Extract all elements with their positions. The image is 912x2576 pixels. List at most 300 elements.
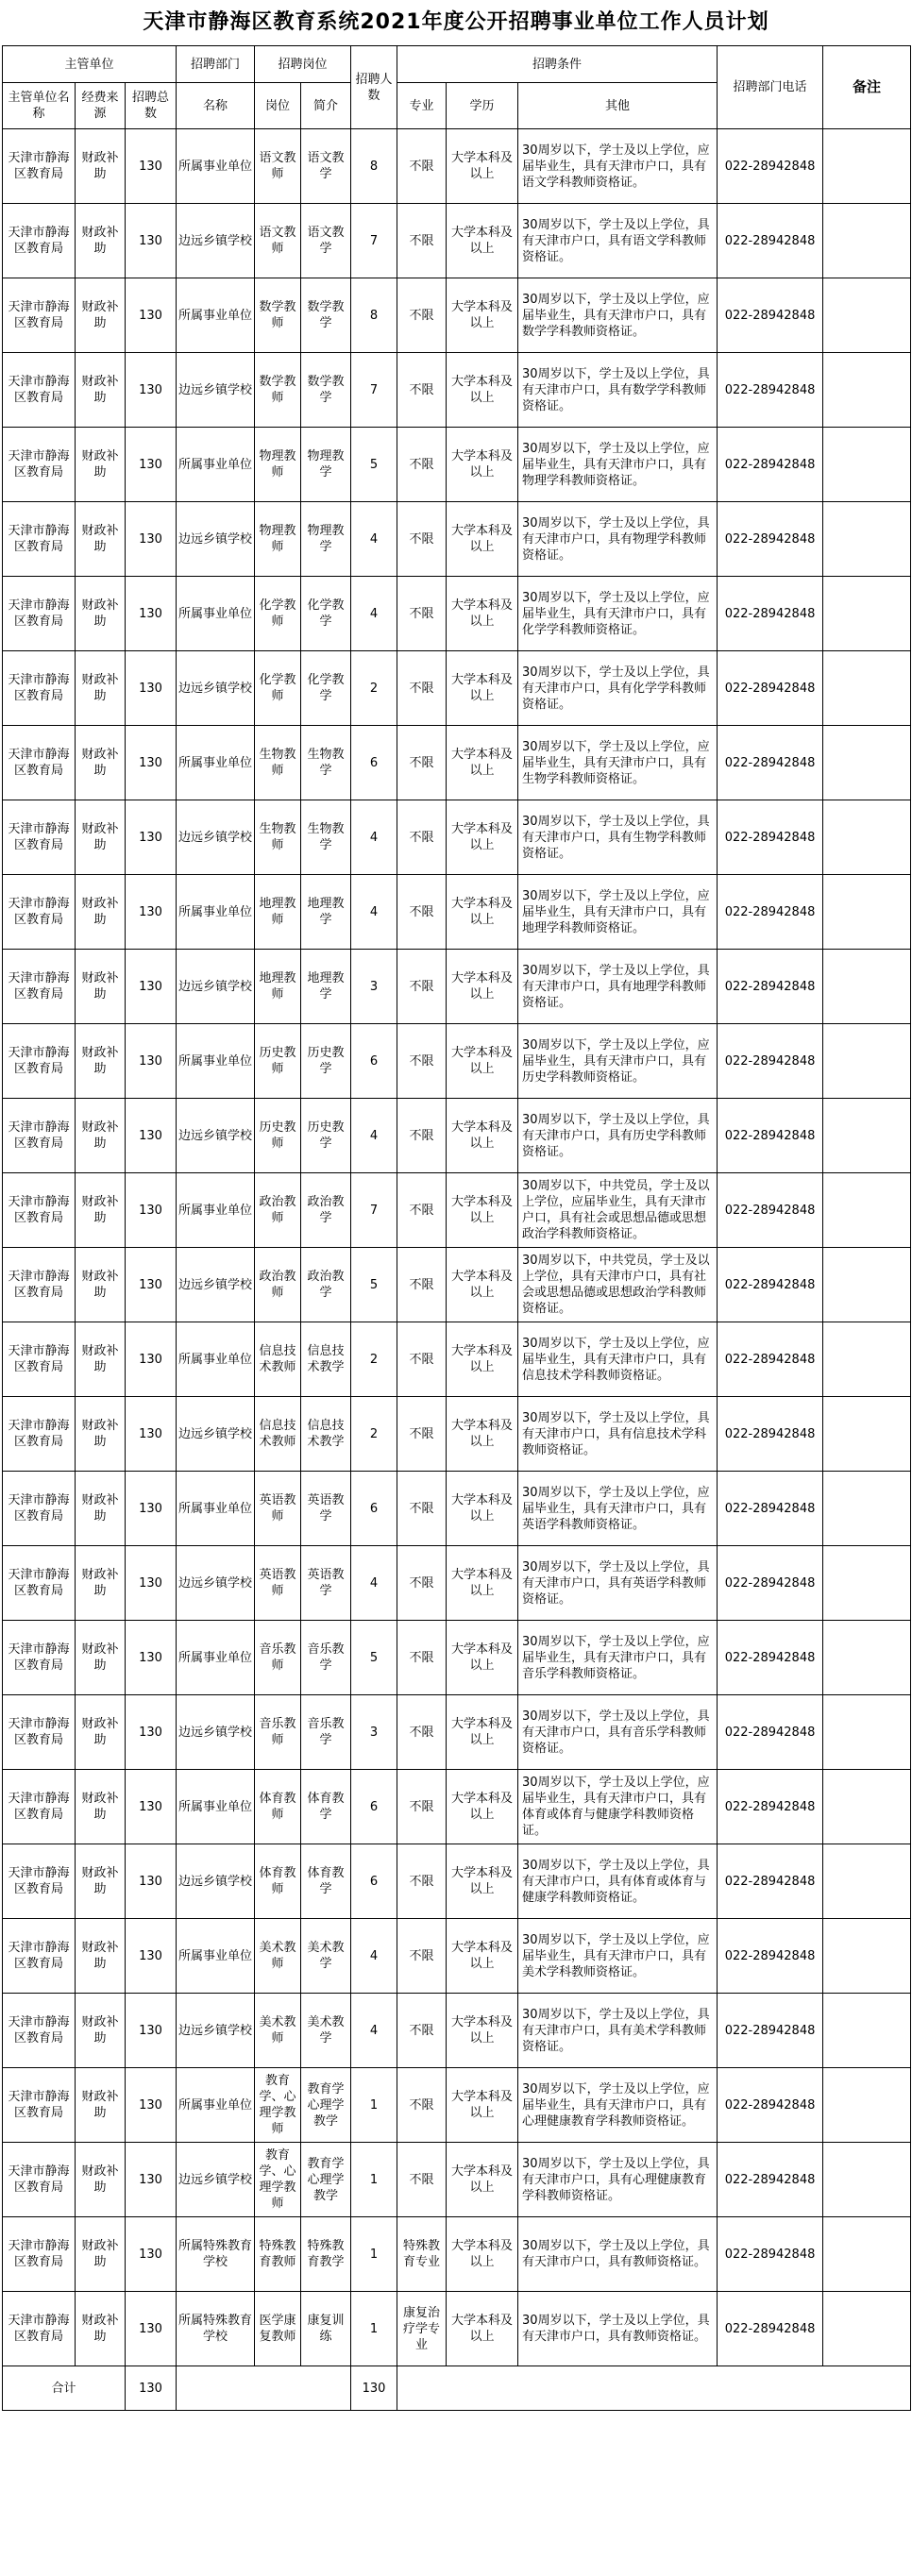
count-cell: 8 xyxy=(351,278,397,353)
funding-cell: 财政补助 xyxy=(76,651,126,726)
major-cell: 不限 xyxy=(397,2143,447,2217)
edu-cell: 大学本科及以上 xyxy=(447,1472,518,1546)
dept-cell: 边远乡镇学校 xyxy=(177,950,255,1024)
count-cell: 7 xyxy=(351,1173,397,1248)
major-cell: 不限 xyxy=(397,2068,447,2143)
unit-name-cell: 天津市静海区教育局 xyxy=(3,1397,76,1472)
conditions-cell: 30周岁以下，学士及以上学位，应届毕业生，具有天津市户口，具有数学学科教师资格证。 xyxy=(518,278,718,353)
brief-cell: 信息技术教学 xyxy=(301,1397,351,1472)
table-row xyxy=(3,1546,911,1621)
edu-cell: 大学本科及以上 xyxy=(447,651,518,726)
post-cell: 语文教师 xyxy=(255,129,301,204)
header-group-cond: 招聘条件 xyxy=(397,46,718,83)
edu-cell: 大学本科及以上 xyxy=(447,1919,518,1994)
funding-cell: 财政补助 xyxy=(76,428,126,502)
brief-cell: 政治教学 xyxy=(301,1173,351,1248)
edu-cell: 大学本科及以上 xyxy=(447,2068,518,2143)
remark-cell xyxy=(823,651,911,726)
unit-name-cell: 天津市静海区教育局 xyxy=(3,950,76,1024)
major-cell: 不限 xyxy=(397,1770,447,1844)
remark-cell xyxy=(823,1844,911,1919)
edu-cell: 大学本科及以上 xyxy=(447,2217,518,2292)
count-cell: 2 xyxy=(351,1397,397,1472)
major-cell: 不限 xyxy=(397,950,447,1024)
post-cell: 美术教师 xyxy=(255,1994,301,2068)
total-cell: 130 xyxy=(126,950,177,1024)
post-cell: 教育学、心理学教师 xyxy=(255,2143,301,2217)
total-cell: 130 xyxy=(126,1546,177,1621)
recruitment-table xyxy=(2,45,911,2411)
remark-cell xyxy=(823,800,911,875)
total-cell: 130 xyxy=(126,1919,177,1994)
post-cell: 信息技术教师 xyxy=(255,1322,301,1397)
dept-cell: 边远乡镇学校 xyxy=(177,1695,255,1770)
post-cell: 生物教师 xyxy=(255,726,301,800)
total-cell: 130 xyxy=(126,726,177,800)
funding-cell: 财政补助 xyxy=(76,1173,126,1248)
conditions-cell: 30周岁以下，学士及以上学位，具有天津市户口，具有音乐学科教师资格证。 xyxy=(518,1695,718,1770)
phone-cell: 022-28942848 xyxy=(718,1695,823,1770)
phone-cell: 022-28942848 xyxy=(718,428,823,502)
dept-cell: 所属事业单位 xyxy=(177,1173,255,1248)
total-cell: 130 xyxy=(126,2143,177,2217)
brief-cell: 美术教学 xyxy=(301,1919,351,1994)
table-row xyxy=(3,1248,911,1322)
brief-cell: 物理教学 xyxy=(301,428,351,502)
conditions-cell: 30周岁以下，学士及以上学位，应届毕业生，具有天津市户口，具有物理学科教师资格证。 xyxy=(518,428,718,502)
post-cell: 特殊教育教师 xyxy=(255,2217,301,2292)
dept-cell: 边远乡镇学校 xyxy=(177,1397,255,1472)
post-cell: 历史教师 xyxy=(255,1099,301,1173)
header-brief: 简介 xyxy=(301,83,351,129)
header-edu: 学历 xyxy=(447,83,518,129)
dept-cell: 所属事业单位 xyxy=(177,1322,255,1397)
funding-cell: 财政补助 xyxy=(76,502,126,577)
brief-cell: 教育学心理学教学 xyxy=(301,2068,351,2143)
unit-name-cell: 天津市静海区教育局 xyxy=(3,1024,76,1099)
remark-cell xyxy=(823,2143,911,2217)
major-cell: 不限 xyxy=(397,502,447,577)
dept-cell: 所属事业单位 xyxy=(177,577,255,651)
table-row xyxy=(3,428,911,502)
edu-cell: 大学本科及以上 xyxy=(447,2292,518,2366)
funding-cell: 财政补助 xyxy=(76,1322,126,1397)
phone-cell: 022-28942848 xyxy=(718,1472,823,1546)
phone-cell: 022-28942848 xyxy=(718,1844,823,1919)
remark-cell xyxy=(823,1472,911,1546)
post-cell: 化学教师 xyxy=(255,651,301,726)
major-cell: 不限 xyxy=(397,1024,447,1099)
total-cell: 130 xyxy=(126,204,177,278)
count-cell: 4 xyxy=(351,1919,397,1994)
dept-cell: 边远乡镇学校 xyxy=(177,651,255,726)
major-cell: 不限 xyxy=(397,1248,447,1322)
dept-cell: 所属事业单位 xyxy=(177,1919,255,1994)
brief-cell: 康复训练 xyxy=(301,2292,351,2366)
edu-cell: 大学本科及以上 xyxy=(447,1844,518,1919)
remark-cell xyxy=(823,502,911,577)
unit-name-cell: 天津市静海区教育局 xyxy=(3,1621,76,1695)
conditions-cell: 30周岁以下，学士及以上学位，应届毕业生，具有天津市户口，具有音乐学科教师资格证。 xyxy=(518,1621,718,1695)
major-cell: 不限 xyxy=(397,129,447,204)
unit-name-cell: 天津市静海区教育局 xyxy=(3,1546,76,1621)
table-row xyxy=(3,1770,911,1844)
count-cell: 4 xyxy=(351,875,397,950)
remark-cell xyxy=(823,1621,911,1695)
table-row xyxy=(3,726,911,800)
remark-cell xyxy=(823,577,911,651)
table-row xyxy=(3,1844,911,1919)
major-cell: 不限 xyxy=(397,1397,447,1472)
table-row xyxy=(3,651,911,726)
total-hires-cell: 130 xyxy=(351,2366,397,2411)
brief-cell: 物理教学 xyxy=(301,502,351,577)
unit-name-cell: 天津市静海区教育局 xyxy=(3,1248,76,1322)
unit-name-cell: 天津市静海区教育局 xyxy=(3,204,76,278)
edu-cell: 大学本科及以上 xyxy=(447,1621,518,1695)
table-row xyxy=(3,1173,911,1248)
funding-cell: 财政补助 xyxy=(76,1844,126,1919)
count-cell: 6 xyxy=(351,1024,397,1099)
brief-cell: 美术教学 xyxy=(301,1994,351,2068)
total-cell: 130 xyxy=(126,2068,177,2143)
table-row xyxy=(3,1695,911,1770)
conditions-cell: 30周岁以下，学士及以上学位，具有天津市户口，具有历史学科教师资格证。 xyxy=(518,1099,718,1173)
unit-name-cell: 天津市静海区教育局 xyxy=(3,577,76,651)
funding-cell: 财政补助 xyxy=(76,800,126,875)
table-row xyxy=(3,204,911,278)
header-row-1 xyxy=(3,46,911,83)
conditions-cell: 30周岁以下，学士及以上学位，具有天津市户口，具有语文学科教师资格证。 xyxy=(518,204,718,278)
header-major: 专业 xyxy=(397,83,447,129)
phone-cell: 022-28942848 xyxy=(718,2068,823,2143)
table-row xyxy=(3,1472,911,1546)
count-cell: 7 xyxy=(351,204,397,278)
remark-cell xyxy=(823,204,911,278)
post-cell: 地理教师 xyxy=(255,950,301,1024)
dept-cell: 所属事业单位 xyxy=(177,1472,255,1546)
brief-cell: 生物教学 xyxy=(301,726,351,800)
total-cell: 130 xyxy=(126,1695,177,1770)
unit-name-cell: 天津市静海区教育局 xyxy=(3,1994,76,2068)
table-row xyxy=(3,2217,911,2292)
header-funding: 经费来源 xyxy=(76,83,126,129)
count-cell: 1 xyxy=(351,2217,397,2292)
conditions-cell: 30周岁以下，学士及以上学位，具有天津市户口，具有地理学科教师资格证。 xyxy=(518,950,718,1024)
table-row xyxy=(3,1024,911,1099)
table-row xyxy=(3,1919,911,1994)
conditions-cell: 30周岁以下，中共党员，学士及以上学位，具有天津市户口，具有社会或思想品德或思想政治学科教师资格证。 xyxy=(518,1248,718,1322)
edu-cell: 大学本科及以上 xyxy=(447,353,518,428)
total-cell: 130 xyxy=(126,428,177,502)
header-group-unit: 主管单位 xyxy=(3,46,177,83)
major-cell: 不限 xyxy=(397,1173,447,1248)
dept-cell: 边远乡镇学校 xyxy=(177,353,255,428)
brief-cell: 化学教学 xyxy=(301,651,351,726)
table-row xyxy=(3,1397,911,1472)
major-cell: 特殊教育专业 xyxy=(397,2217,447,2292)
unit-name-cell: 天津市静海区教育局 xyxy=(3,1770,76,1844)
brief-cell: 信息技术教学 xyxy=(301,1322,351,1397)
header-group-post: 招聘岗位 xyxy=(255,46,351,83)
total-cell: 130 xyxy=(126,278,177,353)
edu-cell: 大学本科及以上 xyxy=(447,278,518,353)
table-row xyxy=(3,278,911,353)
unit-name-cell: 天津市静海区教育局 xyxy=(3,1695,76,1770)
major-cell: 不限 xyxy=(397,1472,447,1546)
edu-cell: 大学本科及以上 xyxy=(447,428,518,502)
major-cell: 不限 xyxy=(397,1919,447,1994)
dept-cell: 所属事业单位 xyxy=(177,1024,255,1099)
total-cell: 130 xyxy=(126,1844,177,1919)
edu-cell: 大学本科及以上 xyxy=(447,1099,518,1173)
dept-cell: 边远乡镇学校 xyxy=(177,800,255,875)
post-cell: 英语教师 xyxy=(255,1546,301,1621)
conditions-cell: 30周岁以下，学士及以上学位，具有天津市户口，具有数学学科教师资格证。 xyxy=(518,353,718,428)
table-row xyxy=(3,129,911,204)
unit-name-cell: 天津市静海区教育局 xyxy=(3,875,76,950)
conditions-cell: 30周岁以下，学士及以上学位，具有天津市户口，具有体育或体育与健康学科教师资格证。 xyxy=(518,1844,718,1919)
unit-name-cell: 天津市静海区教育局 xyxy=(3,428,76,502)
phone-cell: 022-28942848 xyxy=(718,1173,823,1248)
edu-cell: 大学本科及以上 xyxy=(447,1397,518,1472)
count-cell: 1 xyxy=(351,2292,397,2366)
dept-cell: 边远乡镇学校 xyxy=(177,1994,255,2068)
edu-cell: 大学本科及以上 xyxy=(447,502,518,577)
total-cell: 130 xyxy=(126,1248,177,1322)
phone-cell: 022-28942848 xyxy=(718,129,823,204)
funding-cell: 财政补助 xyxy=(76,2217,126,2292)
brief-cell: 教育学心理学教学 xyxy=(301,2143,351,2217)
count-cell: 6 xyxy=(351,1844,397,1919)
major-cell: 不限 xyxy=(397,204,447,278)
dept-cell: 所属事业单位 xyxy=(177,1770,255,1844)
total-cell: 130 xyxy=(126,129,177,204)
phone-cell: 022-28942848 xyxy=(718,502,823,577)
remark-cell xyxy=(823,2068,911,2143)
count-cell: 4 xyxy=(351,800,397,875)
phone-cell: 022-28942848 xyxy=(718,353,823,428)
total-cell: 130 xyxy=(126,1322,177,1397)
dept-cell: 所属事业单位 xyxy=(177,129,255,204)
phone-cell: 022-28942848 xyxy=(718,1322,823,1397)
table-row xyxy=(3,950,911,1024)
remark-cell xyxy=(823,1397,911,1472)
conditions-cell: 30周岁以下，学士及以上学位，具有天津市户口，具有美术学科教师资格证。 xyxy=(518,1994,718,2068)
conditions-cell: 30周岁以下，学士及以上学位，具有天津市户口，具有化学学科教师资格证。 xyxy=(518,651,718,726)
total-cell: 130 xyxy=(126,1173,177,1248)
dept-cell: 所属特殊教育学校 xyxy=(177,2217,255,2292)
remark-cell xyxy=(823,278,911,353)
unit-name-cell: 天津市静海区教育局 xyxy=(3,1472,76,1546)
phone-cell: 022-28942848 xyxy=(718,875,823,950)
count-cell: 2 xyxy=(351,1322,397,1397)
count-cell: 4 xyxy=(351,1099,397,1173)
conditions-cell: 30周岁以下，学士及以上学位，具有天津市户口，具有物理学科教师资格证。 xyxy=(518,502,718,577)
table-row xyxy=(3,2292,911,2366)
phone-cell: 022-28942848 xyxy=(718,950,823,1024)
edu-cell: 大学本科及以上 xyxy=(447,1248,518,1322)
conditions-cell: 30周岁以下，学士及以上学位，应届毕业生，具有天津市户口，具有体育或体育与健康学科教师资格证。 xyxy=(518,1770,718,1844)
brief-cell: 体育教学 xyxy=(301,1770,351,1844)
table-row xyxy=(3,875,911,950)
table-row xyxy=(3,2143,911,2217)
brief-cell: 历史教学 xyxy=(301,1024,351,1099)
conditions-cell: 30周岁以下，学士及以上学位，应届毕业生，具有天津市户口，具有信息技术学科教师资格证。 xyxy=(518,1322,718,1397)
brief-cell: 体育教学 xyxy=(301,1844,351,1919)
major-cell: 不限 xyxy=(397,1621,447,1695)
total-cell: 130 xyxy=(126,502,177,577)
conditions-cell: 30周岁以下，学士及以上学位，应届毕业生，具有天津市户口，具有心理健康教育学科教师资格证。 xyxy=(518,2068,718,2143)
funding-cell: 财政补助 xyxy=(76,1919,126,1994)
conditions-cell: 30周岁以下，学士及以上学位，应届毕业生，具有天津市户口，具有美术学科教师资格证。 xyxy=(518,1919,718,1994)
brief-cell: 语文教学 xyxy=(301,204,351,278)
brief-cell: 数学教学 xyxy=(301,278,351,353)
post-cell: 政治教师 xyxy=(255,1248,301,1322)
phone-cell: 022-28942848 xyxy=(718,800,823,875)
total-cell: 130 xyxy=(126,1397,177,1472)
count-cell: 5 xyxy=(351,1248,397,1322)
remark-cell xyxy=(823,1919,911,1994)
remark-cell xyxy=(823,428,911,502)
post-cell: 音乐教师 xyxy=(255,1621,301,1695)
conditions-cell: 30周岁以下，学士及以上学位，具有天津市户口，具有教师资格证。 xyxy=(518,2292,718,2366)
total-cell: 130 xyxy=(126,353,177,428)
major-cell: 不限 xyxy=(397,651,447,726)
dept-cell: 所属事业单位 xyxy=(177,726,255,800)
phone-cell: 022-28942848 xyxy=(718,1770,823,1844)
brief-cell: 特殊教育教学 xyxy=(301,2217,351,2292)
edu-cell: 大学本科及以上 xyxy=(447,1546,518,1621)
major-cell: 不限 xyxy=(397,1695,447,1770)
post-cell: 语文教师 xyxy=(255,204,301,278)
dept-cell: 边远乡镇学校 xyxy=(177,2143,255,2217)
edu-cell: 大学本科及以上 xyxy=(447,1994,518,2068)
remark-cell xyxy=(823,1322,911,1397)
phone-cell: 022-28942848 xyxy=(718,577,823,651)
major-cell: 不限 xyxy=(397,278,447,353)
funding-cell: 财政补助 xyxy=(76,950,126,1024)
major-cell: 不限 xyxy=(397,1099,447,1173)
brief-cell: 音乐教学 xyxy=(301,1695,351,1770)
brief-cell: 音乐教学 xyxy=(301,1621,351,1695)
major-cell: 不限 xyxy=(397,726,447,800)
unit-name-cell: 天津市静海区教育局 xyxy=(3,278,76,353)
phone-cell: 022-28942848 xyxy=(718,204,823,278)
unit-name-cell: 天津市静海区教育局 xyxy=(3,353,76,428)
funding-cell: 财政补助 xyxy=(76,726,126,800)
major-cell: 不限 xyxy=(397,875,447,950)
phone-cell: 022-28942848 xyxy=(718,651,823,726)
post-cell: 音乐教师 xyxy=(255,1695,301,1770)
total-cell: 130 xyxy=(126,2292,177,2366)
funding-cell: 财政补助 xyxy=(76,1472,126,1546)
major-cell: 不限 xyxy=(397,353,447,428)
brief-cell: 化学教学 xyxy=(301,577,351,651)
count-cell: 1 xyxy=(351,2143,397,2217)
count-cell: 3 xyxy=(351,950,397,1024)
unit-name-cell: 天津市静海区教育局 xyxy=(3,651,76,726)
table-row xyxy=(3,502,911,577)
remark-cell xyxy=(823,1173,911,1248)
dept-cell: 边远乡镇学校 xyxy=(177,1546,255,1621)
post-cell: 信息技术教师 xyxy=(255,1397,301,1472)
table-row xyxy=(3,1621,911,1695)
header-remark: 备注 xyxy=(823,46,911,129)
empty-cell xyxy=(397,2366,911,2411)
brief-cell: 数学教学 xyxy=(301,353,351,428)
remark-cell xyxy=(823,1770,911,1844)
page-title: 天津市静海区教育系统2021年度公开招聘事业单位工作人员计划 xyxy=(143,10,769,34)
edu-cell: 大学本科及以上 xyxy=(447,726,518,800)
phone-cell: 022-28942848 xyxy=(718,726,823,800)
conditions-cell: 30周岁以下，学士及以上学位，应届毕业生，具有天津市户口，具有生物学科教师资格证。 xyxy=(518,726,718,800)
remark-cell xyxy=(823,950,911,1024)
funding-cell: 财政补助 xyxy=(76,577,126,651)
funding-cell: 财政补助 xyxy=(76,1024,126,1099)
remark-cell xyxy=(823,353,911,428)
dept-cell: 所属事业单位 xyxy=(177,1621,255,1695)
phone-cell: 022-28942848 xyxy=(718,1919,823,1994)
remark-cell xyxy=(823,1695,911,1770)
count-cell: 6 xyxy=(351,1770,397,1844)
remark-cell xyxy=(823,1099,911,1173)
phone-cell: 022-28942848 xyxy=(718,1397,823,1472)
unit-name-cell: 天津市静海区教育局 xyxy=(3,1173,76,1248)
total-cell: 130 xyxy=(126,875,177,950)
funding-cell: 财政补助 xyxy=(76,1546,126,1621)
major-cell: 不限 xyxy=(397,428,447,502)
header-dept-name: 名称 xyxy=(177,83,255,129)
total-label-cell: 合计 xyxy=(3,2366,126,2411)
post-cell: 历史教师 xyxy=(255,1024,301,1099)
edu-cell: 大学本科及以上 xyxy=(447,204,518,278)
funding-cell: 财政补助 xyxy=(76,129,126,204)
brief-cell: 英语教学 xyxy=(301,1546,351,1621)
dept-cell: 所属事业单位 xyxy=(177,2068,255,2143)
total-cell: 130 xyxy=(126,1472,177,1546)
dept-cell: 所属事业单位 xyxy=(177,875,255,950)
total-cell: 130 xyxy=(126,1770,177,1844)
conditions-cell: 30周岁以下，学士及以上学位，具有天津市户口，具有英语学科教师资格证。 xyxy=(518,1546,718,1621)
table-row xyxy=(3,353,911,428)
post-cell: 体育教师 xyxy=(255,1844,301,1919)
brief-cell: 地理教学 xyxy=(301,875,351,950)
conditions-cell: 30周岁以下，学士及以上学位，应届毕业生，具有天津市户口，具有化学学科教师资格证。 xyxy=(518,577,718,651)
header-other: 其他 xyxy=(518,83,718,129)
count-cell: 1 xyxy=(351,2068,397,2143)
post-cell: 医学康复教师 xyxy=(255,2292,301,2366)
edu-cell: 大学本科及以上 xyxy=(447,1770,518,1844)
unit-name-cell: 天津市静海区教育局 xyxy=(3,502,76,577)
funding-cell: 财政补助 xyxy=(76,1695,126,1770)
remark-cell xyxy=(823,1248,911,1322)
table-row xyxy=(3,800,911,875)
major-cell: 不限 xyxy=(397,577,447,651)
phone-cell: 022-28942848 xyxy=(718,1248,823,1322)
phone-cell: 022-28942848 xyxy=(718,1994,823,2068)
total-cell: 130 xyxy=(126,1024,177,1099)
post-cell: 体育教师 xyxy=(255,1770,301,1844)
remark-cell xyxy=(823,2292,911,2366)
funding-cell: 财政补助 xyxy=(76,875,126,950)
major-cell: 不限 xyxy=(397,800,447,875)
remark-cell xyxy=(823,1024,911,1099)
post-cell: 生物教师 xyxy=(255,800,301,875)
major-cell: 康复治疗学专业 xyxy=(397,2292,447,2366)
phone-cell: 022-28942848 xyxy=(718,1099,823,1173)
count-cell: 6 xyxy=(351,1472,397,1546)
